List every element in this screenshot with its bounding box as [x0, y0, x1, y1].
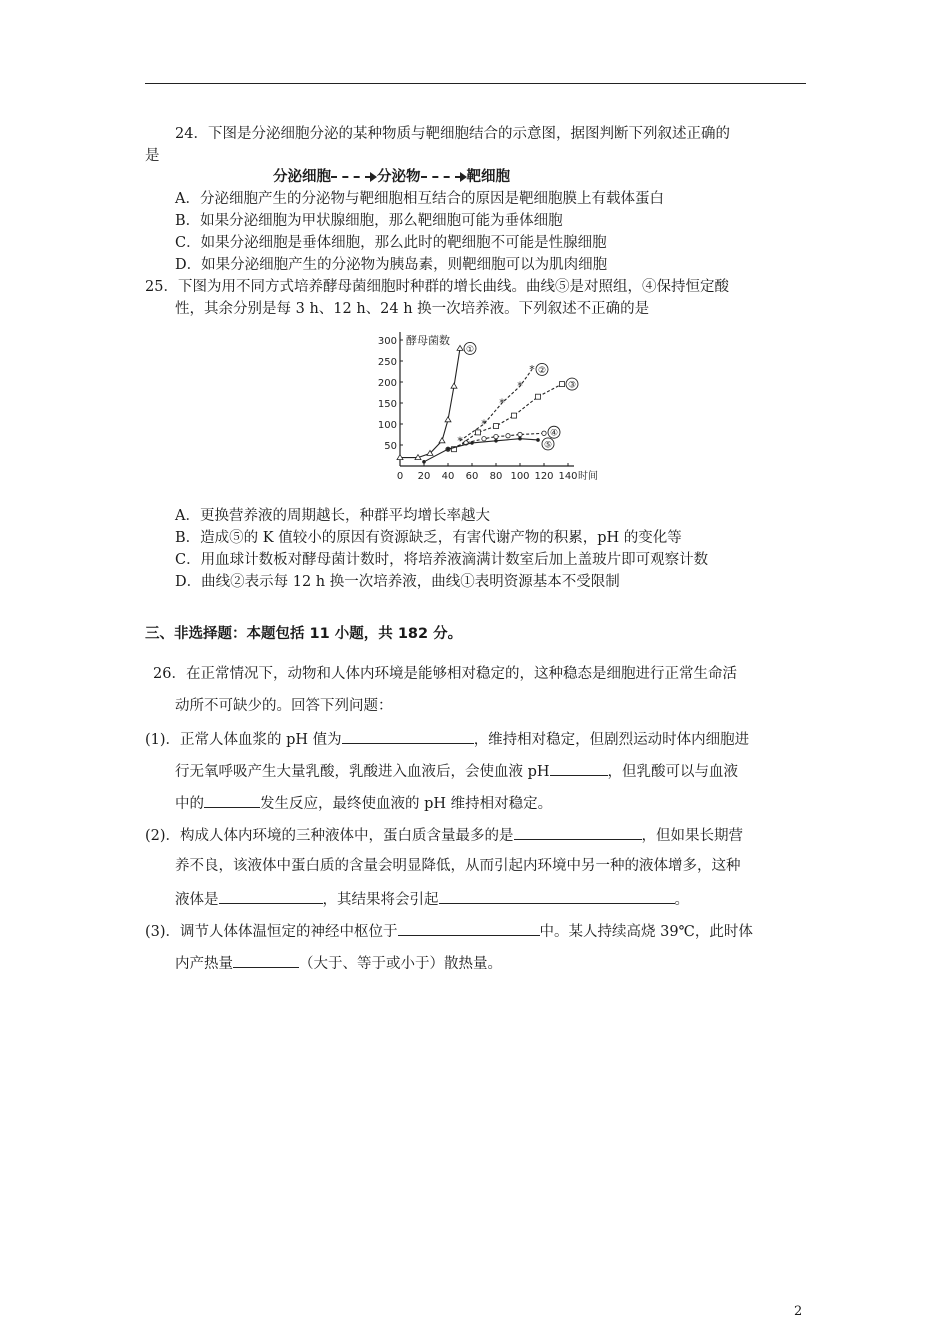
q26-p1-text-f: 发生反应，最终使血液的 pH 维持相对稳定。 [260, 796, 553, 812]
q25-option-b: B．造成⑤的 K 值较小的原因有资源缺乏，有害代谢产物的积累，pH 的变化等 [175, 530, 682, 546]
q26-p3-text-a: (3)．调节人体体温恒定的神经中枢位于 [145, 924, 398, 940]
q26-part1-line2 [175, 760, 738, 782]
flow-target-cell: 靶细胞 [466, 169, 510, 185]
q26-p3-text-c: 内产热量 [175, 956, 233, 972]
x-tick-label: 0 [396, 471, 404, 482]
q26-part1-line3 [175, 792, 552, 814]
y-tick-label: 100 [377, 420, 397, 431]
data-point [482, 437, 486, 441]
q25-stem-line1: 25．下图为用不同方式培养酵母菌细胞时种群的增长曲线。曲线⑤是对照组，④保持恒定酸 [145, 279, 729, 295]
series-label: ③ [567, 380, 577, 391]
data-point [494, 424, 499, 429]
q26-p2-text-e: ，其结果将会引起 [322, 892, 439, 908]
data-point [494, 439, 498, 443]
q25-option-a: A．更换营养液的周期越长，种群平均增长率越大 [175, 508, 490, 524]
data-point: * [457, 434, 463, 448]
page-number: 2 [794, 1304, 803, 1319]
answer-blank-heat-comparison[interactable] [233, 952, 299, 968]
data-point [512, 413, 517, 418]
data-point [470, 441, 474, 445]
x-tick-label: 20 [417, 471, 431, 482]
q26-p3-text-d: （大于、等于或小于）散热量。 [299, 956, 502, 972]
q24-stem-line2: 是 [145, 148, 160, 164]
data-point [536, 394, 541, 399]
yeast-growth-chart [375, 324, 615, 496]
data-point [506, 434, 510, 438]
q26-p3-text-b: 中。某人持续高烧 39℃，此时体 [539, 924, 753, 940]
flow-secretion: 分泌物 [377, 169, 421, 185]
data-point [518, 437, 522, 441]
y-tick-label: 200 [377, 378, 397, 389]
y-tick-label: 150 [377, 399, 397, 410]
q26-part3-line1 [145, 920, 753, 942]
y-axis-label: 酵母菌数 [406, 334, 450, 347]
x-tick-label: 60 [465, 471, 479, 482]
q26-p1-text-e: 中的 [175, 796, 204, 812]
data-point: * [481, 417, 487, 431]
q25-stem-line2: 性，其余分别是每 3 h、12 h、24 h 换一次培养液。下列叙述不正确的是 [175, 301, 650, 317]
q24-option-c: C．如果分泌细胞是垂体细胞，那么此时的靶细胞不可能是性腺细胞 [175, 235, 607, 251]
data-point [445, 417, 451, 422]
series-label: ⑤ [543, 440, 553, 451]
section3-title: 三、非选择题：本题包括 11 小题，共 182 分。 [145, 626, 463, 642]
answer-blank-result[interactable] [439, 888, 675, 904]
q26-p1-text-c: 行无氧呼吸产生大量乳酸，乳酸进入血液后，会使血液 pH [175, 764, 550, 780]
data-point [422, 460, 426, 464]
data-point [476, 430, 481, 435]
flow-arrow-1 [331, 172, 377, 182]
series-label: ② [537, 365, 547, 376]
q26-p2-text-f: 。 [674, 892, 689, 908]
x-tick-label: 140 [558, 471, 578, 482]
q26-stem-line1: 26．在正常情况下，动物和人体内环境是能够相对稳定的，这种稳态是细胞进行正常生命活 [153, 666, 737, 682]
q26-part2-line3 [175, 888, 689, 910]
q26-p1-text-b: ，维持相对稳定，但剧烈运动时体内细胞进 [473, 732, 750, 748]
data-point [446, 447, 450, 451]
answer-blank-buffer[interactable] [204, 792, 260, 808]
answer-blank-increased-fluid[interactable] [219, 888, 323, 904]
x-tick-label: 120 [534, 471, 554, 482]
q24-flow-diagram [273, 167, 510, 187]
answer-blank-nerve-center[interactable] [398, 920, 540, 936]
flow-secretory-cell: 分泌细胞 [273, 169, 331, 185]
q26-p1-text-a: (1)．正常人体血浆的 pH 值为 [145, 732, 342, 748]
q26-p1-text-d: ，但乳酸可以与血液 [607, 764, 739, 780]
x-tick-label: 40 [441, 471, 455, 482]
x-tick-label: 80 [489, 471, 503, 482]
series-label: ④ [549, 428, 559, 439]
q26-stem-line2: 动所不可缺少的。回答下列问题： [175, 698, 393, 714]
y-tick-label: 250 [377, 357, 397, 368]
series-line-1 [400, 348, 460, 457]
data-point [518, 432, 522, 436]
data-point: * [529, 362, 535, 376]
q26-part1-line1 [145, 728, 749, 750]
data-point [457, 345, 463, 350]
answer-blank-protein-fluid[interactable] [514, 824, 642, 840]
data-point [494, 434, 498, 438]
data-point [451, 383, 457, 388]
q26-p2-text-a: (2)．构成人体内环境的三种液体中，蛋白质含量最多的是 [145, 828, 514, 844]
x-axis-label: 时间 [578, 471, 598, 482]
q26-p2-text-d: 液体是 [175, 892, 219, 908]
q25-option-d: D．曲线②表示每 12 h 换一次培养液，曲线①表明资源基本不受限制 [175, 574, 620, 590]
answer-blank-ph-value[interactable] [342, 728, 474, 744]
data-point: * [499, 396, 505, 410]
q26-part3-line2 [175, 952, 502, 974]
data-point [439, 438, 445, 443]
x-tick-label: 100 [510, 471, 530, 482]
data-point [536, 438, 540, 442]
y-tick-label: 300 [377, 336, 397, 347]
q26-part2-line1 [145, 824, 743, 846]
data-point: * [517, 379, 523, 393]
q26-part2-line2: 养不良，该液体中蛋白质的含量会明显降低，从而引起内环境中另一种的液体增多，这种 [175, 858, 741, 874]
flow-arrow-2 [421, 172, 467, 182]
q26-p2-text-b: ，但如果长期营 [641, 828, 744, 844]
q24-stem-line1: 24．下图是分泌细胞分泌的某种物质与靶细胞结合的示意图，据图判断下列叙述正确的 [175, 126, 730, 142]
data-point [560, 382, 565, 387]
data-point [542, 431, 546, 435]
header-rule [145, 83, 806, 84]
q24-option-d: D．如果分泌细胞产生的分泌物为胰岛素，则靶细胞可以为肌肉细胞 [175, 257, 608, 273]
series-label: ① [465, 344, 475, 355]
q25-option-c: C．用血球计数板对酵母菌计数时，将培养液滴满计数室后加上盖玻片即可观察计数 [175, 552, 709, 568]
q24-option-a: A．分泌细胞产生的分泌物与靶细胞相互结合的原因是靶细胞膜上有载体蛋白 [175, 191, 664, 207]
answer-blank-ph-change[interactable] [550, 760, 608, 776]
q24-option-b: B．如果分泌细胞为甲状腺细胞，那么靶细胞可能为垂体细胞 [175, 213, 563, 229]
y-tick-label: 50 [384, 441, 397, 452]
